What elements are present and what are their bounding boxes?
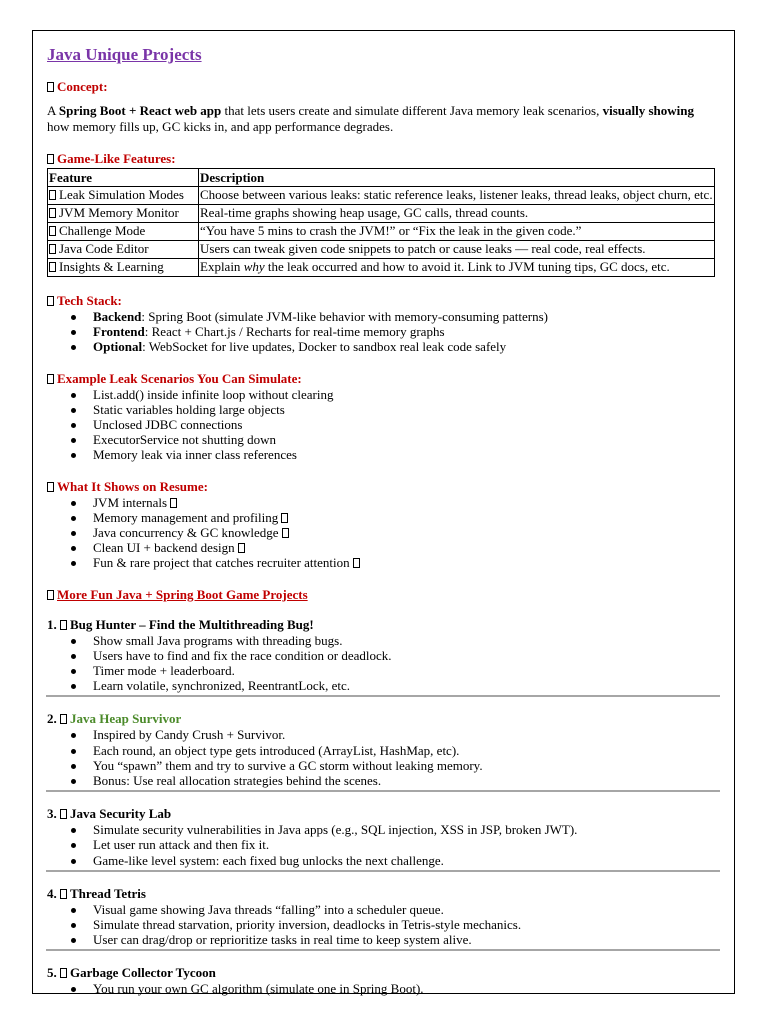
description-emphasis: why (243, 259, 265, 274)
emoji-placeholder-icon (47, 374, 54, 384)
list-item: Users have to find and fix the race condition or deadlock. (93, 648, 719, 663)
features-heading (47, 151, 719, 167)
more-projects-heading (47, 587, 719, 603)
list-item (93, 540, 719, 555)
table-row (48, 187, 715, 205)
emoji-placeholder-icon (60, 968, 67, 978)
emoji-placeholder-icon (47, 482, 54, 492)
project-title: Garbage Collector Tycoon (70, 965, 216, 981)
description-text: Explain (200, 259, 244, 274)
emoji-placeholder-icon (49, 244, 56, 254)
list-item-text: Clean UI + backend design (93, 540, 235, 556)
emoji-placeholder-icon (60, 620, 67, 630)
list-item: Show small Java programs with threading bugs. (93, 633, 719, 648)
concept-text: that lets users create and simulate different Java memory leak scenarios, (221, 103, 603, 118)
concept-text: A (47, 103, 59, 118)
project-heading (47, 886, 719, 902)
feature-name: Java Code Editor (59, 241, 149, 256)
list-item: List.add() inside infinite loop without clearing (93, 387, 719, 402)
list-item: ExecutorService not shutting down (93, 432, 719, 447)
feature-cell (48, 223, 199, 241)
emoji-placeholder-icon (47, 82, 54, 92)
feature-cell (48, 259, 199, 277)
list-item: You run your own GC algorithm (simulate one in Spring Boot). (93, 981, 719, 996)
emoji-placeholder-icon (60, 889, 67, 899)
table-row (48, 259, 715, 277)
concept-paragraph (47, 103, 719, 135)
list-item: You “spawn” them and try to survive a GC storm without leaking memory. (93, 758, 719, 773)
document-page (32, 30, 735, 997)
description-cell: Choose between various leaks: static reference leaks, listener leaks, thread leaks, object churn, etc. (199, 187, 715, 205)
scenarios-heading-text: Example Leak Scenarios You Can Simulate: (57, 370, 302, 386)
concept-bold: visually showing (602, 103, 694, 118)
emoji-placeholder-icon (49, 208, 56, 218)
feature-name: Leak Simulation Modes (59, 187, 184, 202)
table-header-row (48, 169, 715, 187)
table-row (48, 241, 715, 259)
project-number: 3. (47, 806, 57, 822)
emoji-placeholder-icon (47, 590, 54, 600)
feature-cell (48, 205, 199, 223)
description-cell: “You have 5 mins to crash the JVM!” or “Fix the leak in the given code.” (199, 223, 715, 241)
list-item: Static variables holding large objects (93, 402, 719, 417)
list-item: Bonus: Use real allocation strategies behind the scenes. (93, 773, 719, 788)
feature-name: Challenge Mode (59, 223, 146, 238)
features-table (47, 168, 715, 277)
table-row (48, 223, 715, 241)
list-item (93, 510, 719, 525)
project-heading (47, 711, 719, 727)
feature-cell (48, 241, 199, 259)
list-item: Visual game showing Java threads “falling” into a scheduler queue. (93, 902, 719, 917)
project-list (47, 633, 719, 694)
emoji-placeholder-icon (238, 543, 245, 553)
resume-list (47, 495, 719, 571)
list-item: Game-like level system: each fixed bug unlocks the next challenge. (93, 853, 719, 868)
emoji-placeholder-icon (47, 154, 54, 164)
project-number: 2. (47, 711, 57, 727)
emoji-placeholder-icon (60, 809, 67, 819)
feature-cell (48, 187, 199, 205)
list-item (93, 339, 719, 354)
description-cell: Real-time graphs showing heap usage, GC calls, thread counts. (199, 205, 715, 223)
list-item: Simulate security vulnerabilities in Java apps (e.g., SQL injection, XSS in JSP, broken JWT). (93, 822, 719, 837)
more-projects-heading-text: More Fun Java + Spring Boot Game Projects (57, 586, 308, 602)
tech-stack-heading (47, 293, 719, 309)
resume-heading-text: What It Shows on Resume: (57, 478, 208, 494)
tech-label: Backend (93, 309, 142, 324)
list-item: Each round, an object type gets introduced (ArrayList, HashMap, etc). (93, 743, 719, 758)
project-list (47, 822, 719, 868)
list-item-text: JVM internals (93, 494, 168, 510)
description-text: the leak occurred and how to avoid it. Link to JVM tuning tips, GC docs, etc. (264, 259, 670, 274)
table-row (48, 205, 715, 223)
concept-heading-text: Concept: (57, 79, 108, 94)
list-item: Let user run attack and then fix it. (93, 837, 719, 852)
list-item: Unclosed JDBC connections (93, 417, 719, 432)
list-item (93, 324, 719, 339)
list-item (93, 525, 719, 540)
tech-text: : React + Chart.js / Recharts for real-time memory graphs (144, 324, 445, 340)
project-title: Thread Tetris (70, 885, 146, 901)
scenarios-list (47, 387, 719, 463)
list-item (93, 555, 719, 570)
description-cell (199, 259, 715, 277)
list-item (93, 495, 719, 510)
project-title: Bug Hunter – Find the Multithreading Bug! (70, 616, 314, 632)
projects-container (47, 617, 719, 997)
list-item: Simulate thread starvation, priority inversion, deadlocks in Tetris-style mechanics. (93, 917, 719, 932)
concept-text: how memory fills up, GC kicks in, and app performance degrades. (47, 119, 394, 134)
table-header-cell: Feature (48, 169, 199, 187)
list-item: Memory leak via inner class references (93, 447, 719, 462)
emoji-placeholder-icon (170, 498, 177, 508)
project-title: Java Security Lab (70, 806, 172, 822)
list-item: Inspired by Candy Crush + Survivor. (93, 727, 719, 742)
project-heading (47, 965, 719, 981)
list-item (93, 309, 719, 324)
list-item: Timer mode + leaderboard. (93, 663, 719, 678)
scenarios-heading (47, 371, 719, 387)
list-item: User can drag/drop or reprioritize tasks in real time to keep system alive. (93, 932, 719, 947)
emoji-placeholder-icon (281, 513, 288, 523)
list-item-text: Fun & rare project that catches recruiter attention (93, 555, 350, 571)
emoji-placeholder-icon (47, 296, 54, 306)
resume-heading (47, 479, 719, 495)
emoji-placeholder-icon (60, 714, 67, 724)
project-title: Java Heap Survivor (70, 711, 182, 727)
emoji-placeholder-icon (353, 558, 360, 568)
table-header-cell: Description (199, 169, 715, 187)
project-number: 4. (47, 885, 57, 901)
project-heading (47, 806, 719, 822)
project-number: 1. (47, 616, 57, 632)
concept-bold: Spring Boot + React web app (58, 103, 222, 118)
page-title: Java Unique Projects (47, 45, 202, 64)
document-content (47, 43, 719, 997)
tech-label: Optional (93, 339, 143, 355)
project-number: 5. (47, 965, 57, 981)
emoji-placeholder-icon (49, 226, 56, 236)
description-cell: Users can tweak given code snippets to patch or cause leaks — real code, real effects. (199, 241, 715, 259)
tech-text: : WebSocket for live updates, Docker to sandbox real leak code safely (142, 339, 507, 355)
list-item-text: Memory management and profiling (93, 509, 279, 525)
feature-name: JVM Memory Monitor (59, 205, 179, 220)
project-list (47, 727, 719, 788)
emoji-placeholder-icon (282, 528, 289, 538)
list-item-text: Java concurrency & GC knowledge (93, 525, 279, 541)
concept-heading (47, 79, 719, 95)
features-heading-text: Game-Like Features: (57, 151, 176, 166)
emoji-placeholder-icon (49, 262, 56, 272)
emoji-placeholder-icon (49, 190, 56, 200)
tech-text: : Spring Boot (simulate JVM-like behavior with memory-consuming patterns) (141, 309, 548, 324)
tech-label: Frontend (93, 324, 145, 340)
project-list (47, 981, 719, 996)
project-heading (47, 617, 719, 633)
tech-stack-list (47, 309, 719, 355)
tech-stack-heading-text: Tech Stack: (57, 293, 122, 308)
list-item: Learn volatile, synchronized, ReentrantLock, etc. (93, 678, 719, 693)
feature-name: Insights & Learning (59, 259, 164, 274)
project-list (47, 902, 719, 948)
